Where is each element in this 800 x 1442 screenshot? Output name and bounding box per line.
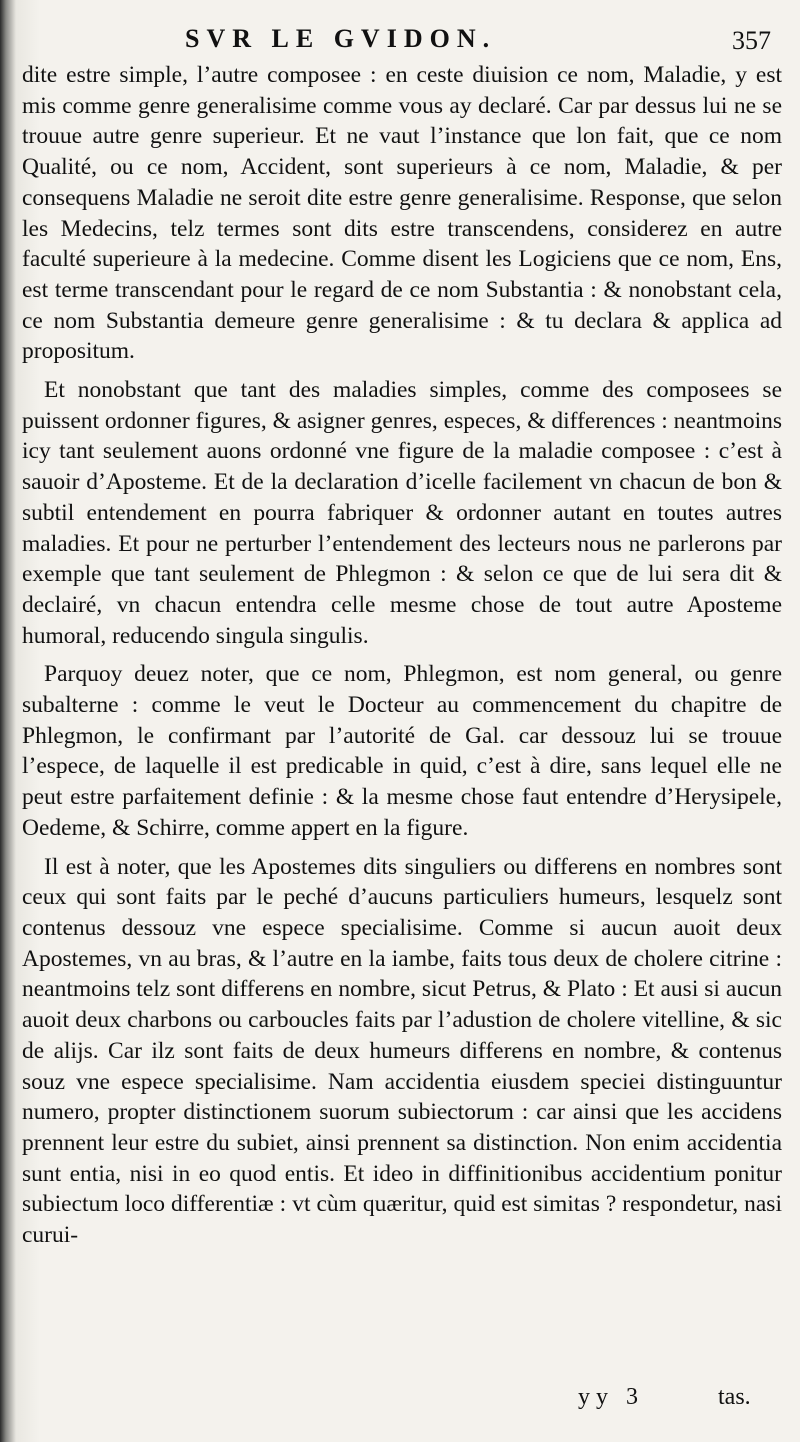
- paragraph: dite estre simple, l’autre composee : en ceste diuision ce nom, Maladie, y est mis comme genre generalisime comme vous ay declaré. Car par dessus lui ne se trouue autre genre superieur. Et ne vaut l’instance que lon fait, que ce nom Qualité, ou ce nom, Accident, sont superieurs à ce nom, Maladie, & per consequens Maladie ne seroit dite estre genre generalisime. Response, que selon les Medecins, telz termes sont dits estre transcendens, considerez en autre faculté superieure à la medecine. Comme disent les Logiciens que ce nom, Ens, est terme transcendant pour le regard de ce nom Substantia : & nonobstant cela, ce nom Substantia demeure genre generalisime : & tu declara & applica ad propositum.: [22, 62, 782, 365]
- body-text: [22, 60, 782, 1251]
- page-header: [0, 22, 800, 58]
- paragraph: Et nonobstant que tant des maladies simples, comme des composees se puissent ordonner figures, & asigner genres, especes, & differences : neantmoins icy tant seulement auons ordonné vne figure de la maladie composee : c’est à sauoir d’Aposteme. Et de la declaration d’icelle facilement vn chacun de bon & subtil entendement en pourra fabriquer & ordonner autant en toutes autres maladies. Et pour ne perturber l’entendement des lecteurs nous ne parlerons par exemple que tant seulement de Phlegmon : & selon ce que de lui sera dit & declairé, vn chacun entendra celle mesme chose de tout autre Aposteme humoral, reducendo singula singulis.: [22, 377, 782, 649]
- signature-mark: yy 3: [578, 1384, 644, 1410]
- running-title: SVR LE GVIDON.: [185, 24, 497, 53]
- paragraph: Parquoy deuez noter, que ce nom, Phlegmon, est nom general, ou genre subalterne : comme le veut le Docteur au commencement du chapitre de Phlegmon, le confirmant par l’autorité de Gal. car dessouz lui se trouue l’espece, de laquelle il est predicable in quid, c’est à dire, sans lequel elle ne peut estre parfaitement definie : & la mesme chose faut entendre d’Herysipele, Oedeme, & Schirre, comme appert en la figure.: [22, 661, 782, 841]
- catchword: tas.: [718, 1384, 751, 1410]
- page-footer: [0, 1380, 800, 1420]
- page-number: 357: [732, 26, 771, 55]
- paragraph: Il est à noter, que les Apostemes dits singuliers ou differens en nombres sont ceux qui sont faits par le peché d’aucuns particuliers humeurs, lesquelz sont contenus dessouz vne espece specialisime. Comme si aucun auoit deux Apostemes, vn au bras, & l’autre en la iambe, faits tous deux de cholere citrine : neantmoins telz sont differens en nombre, sicut Petrus, & Plato : Et ausi si aucun auoit deux charbons ou carboucles faits par l’adustion de cholere vitelline, & sic de alijs. Car ilz sont faits de deux humeurs differens en nombre, & contenus souz vne espece specialisime. Nam accidentia eiusdem speciei distinguuntur numero, propter distinctionem suorum subiectorum : car ainsi que les accidens prennent leur estre du subiet, ainsi prennent sa distinction. Non enim accidentia sunt entia, nisi in eo quod entis. Et ideo in diffinitionibus accidentium ponitur subiectum loco differentiæ : vt cùm quæritur, quid est simitas ? respondetur, nasi curui-: [22, 853, 782, 1249]
